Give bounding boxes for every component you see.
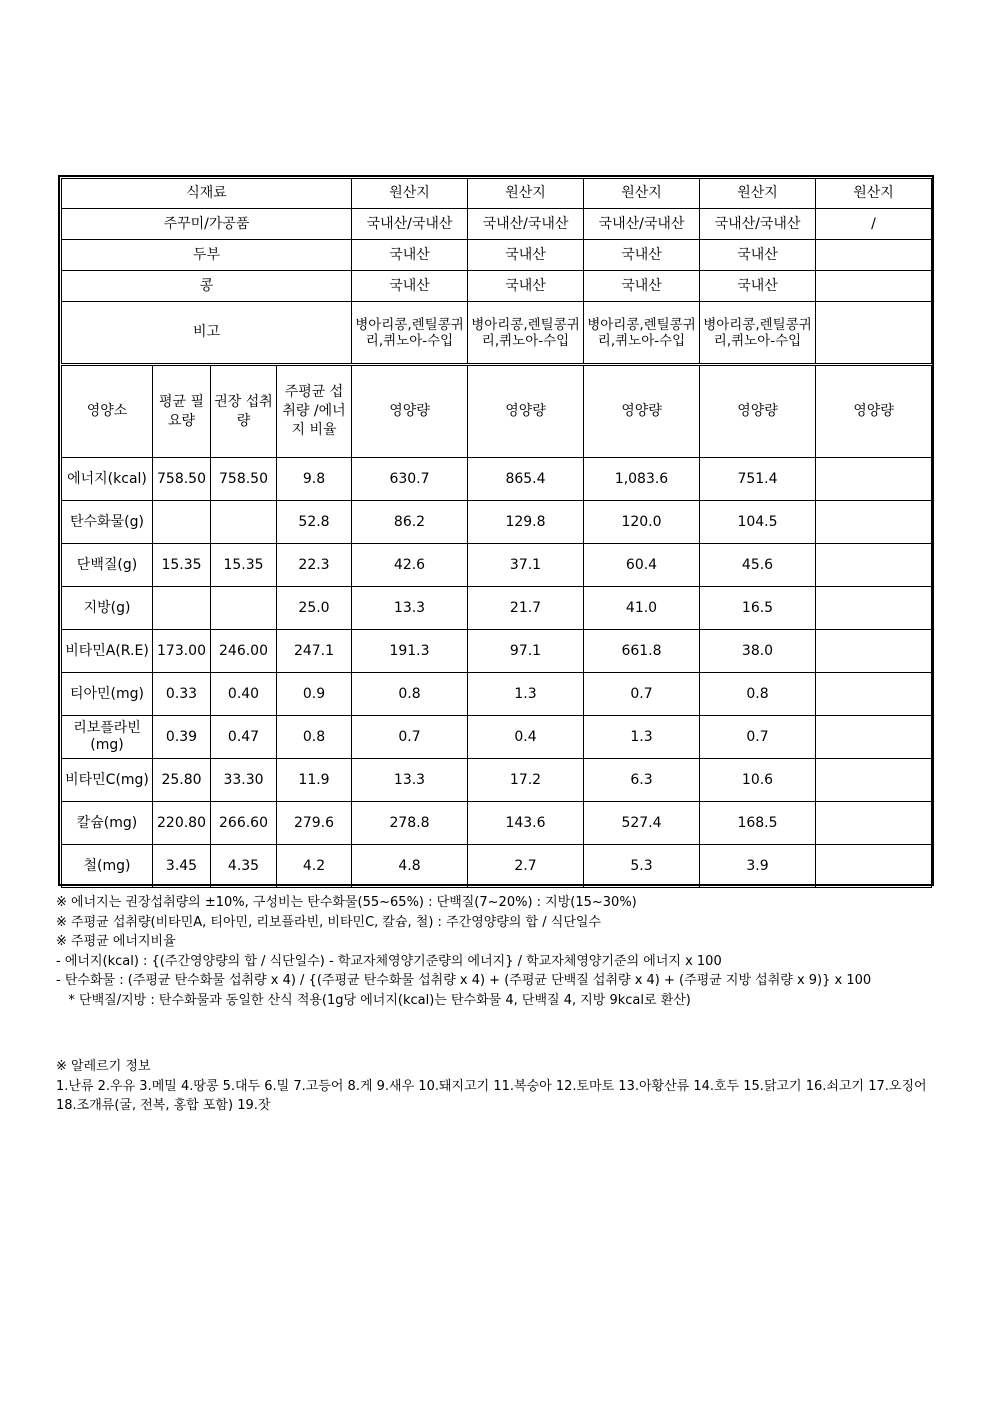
note-energy-ratio-title: ※ 주평균 에너지비율 — [56, 934, 176, 949]
table-cell: 15.35 — [153, 544, 211, 587]
origin-cell — [816, 240, 932, 271]
nutrient-name: 철(mg) — [62, 845, 153, 888]
table-cell — [816, 759, 932, 802]
table-cell: 5.3 — [584, 845, 700, 888]
table-cell: 527.4 — [584, 802, 700, 845]
allergy-info — [56, 1057, 941, 1116]
table-cell — [153, 587, 211, 630]
header-ingredient: 식재료 — [62, 179, 352, 209]
table-cell — [816, 673, 932, 716]
table-cell: 758.50 — [211, 458, 277, 501]
note-protein-fat: * 단백질/지방 : 탄수화물과 동일한 산식 적용(1g당 에너지(kcal)는 탄수화물 4, 단백질 4, 지방 9kcal로 환산) — [56, 992, 691, 1008]
origin-cell: 국내산 — [584, 271, 700, 302]
table-row — [62, 302, 932, 364]
table-row — [62, 179, 932, 209]
note-energy-formula: - 에너지(kcal) : {(주간영양량의 합 / 식단일수) - 학교자체영양기준량의 에너지} / 학교자체영양기준의 에너지 x 100 — [56, 953, 722, 969]
table-row — [62, 587, 932, 630]
table-row — [62, 209, 932, 240]
table-row — [62, 271, 932, 302]
table-cell: 0.8 — [700, 673, 816, 716]
table-cell: 0.9 — [277, 673, 352, 716]
table-cell: 191.3 — [352, 630, 468, 673]
table-cell: 104.5 — [700, 501, 816, 544]
header-weekly-average: 주평균 섭취량 /에너지 비율 — [277, 366, 352, 458]
table-row — [62, 458, 932, 501]
remarks-cell: 병아리콩,렌틸콩귀리,퀴노아-수입 — [584, 302, 700, 364]
table-cell: 42.6 — [352, 544, 468, 587]
nutrient-name: 단백질(g) — [62, 544, 153, 587]
remarks-cell: 병아리콩,렌틸콩귀리,퀴노아-수입 — [700, 302, 816, 364]
table-cell — [816, 716, 932, 759]
table-cell: 4.8 — [352, 845, 468, 888]
table-cell: 246.00 — [211, 630, 277, 673]
table-cell — [816, 630, 932, 673]
table-cell: 758.50 — [153, 458, 211, 501]
table-cell: 4.35 — [211, 845, 277, 888]
table-cell: 97.1 — [468, 630, 584, 673]
nutrient-name: 탄수화물(g) — [62, 501, 153, 544]
origin-cell: 국내산 — [700, 271, 816, 302]
remarks-cell — [816, 302, 932, 364]
table-cell: 0.7 — [352, 716, 468, 759]
table-row — [62, 240, 932, 271]
table-cell: 9.8 — [277, 458, 352, 501]
table-cell: 3.45 — [153, 845, 211, 888]
origin-table — [61, 178, 932, 364]
table-cell: 173.00 — [153, 630, 211, 673]
remarks-cell: 병아리콩,렌틸콩귀리,퀴노아-수입 — [468, 302, 584, 364]
origin-cell: 국내산 — [700, 240, 816, 271]
header-origin: 원산지 — [352, 179, 468, 209]
header-origin: 원산지 — [816, 179, 932, 209]
table-row — [62, 802, 932, 845]
table-cell — [816, 587, 932, 630]
table-cell: 279.6 — [277, 802, 352, 845]
table-cell: 37.1 — [468, 544, 584, 587]
table-cell: 86.2 — [352, 501, 468, 544]
header-nutrition-amount: 영양량 — [584, 366, 700, 458]
table-cell: 751.4 — [700, 458, 816, 501]
table-cell: 0.33 — [153, 673, 211, 716]
table-cell — [816, 458, 932, 501]
origin-cell: 국내산 — [352, 271, 468, 302]
origin-cell: 국내산 — [352, 240, 468, 271]
header-nutrition-amount: 영양량 — [352, 366, 468, 458]
header-average-requirement: 평균 필요량 — [153, 366, 211, 458]
table-cell: 4.2 — [277, 845, 352, 888]
table-cell: 33.30 — [211, 759, 277, 802]
nutrition-table — [61, 365, 932, 888]
table-cell: 630.7 — [352, 458, 468, 501]
table-cell: 0.8 — [277, 716, 352, 759]
table-cell: 60.4 — [584, 544, 700, 587]
table-cell: 143.6 — [468, 802, 584, 845]
table-cell — [816, 802, 932, 845]
table-row — [62, 845, 932, 888]
table-cell: 38.0 — [700, 630, 816, 673]
origin-cell: 국내산 — [584, 240, 700, 271]
table-cell: 52.8 — [277, 501, 352, 544]
header-origin: 원산지 — [700, 179, 816, 209]
table-cell: 10.6 — [700, 759, 816, 802]
table-cell: 661.8 — [584, 630, 700, 673]
header-origin: 원산지 — [584, 179, 700, 209]
table-cell — [211, 587, 277, 630]
allergy-list: 1.난류 2.우유 3.메밀 4.땅콩 5.대두 6.밀 7.고등어 8.게 9.새우 10.돼지고기 11.복숭아 12.토마토 13.아황산류 14.호두 15.닭고기 16.쇠고기 17.오징어 18.조개류(굴, 전복, 홍합 포함) 19.잣 — [56, 1078, 927, 1113]
table-cell: 2.7 — [468, 845, 584, 888]
table-cell: 278.8 — [352, 802, 468, 845]
table-cell: 3.9 — [700, 845, 816, 888]
notes — [56, 893, 941, 1010]
nutrient-name: 리보플라빈(mg) — [62, 716, 153, 759]
table-cell: 0.40 — [211, 673, 277, 716]
header-nutrient: 영양소 — [62, 366, 153, 458]
table-row — [62, 673, 932, 716]
table-cell: 6.3 — [584, 759, 700, 802]
table-cell — [816, 501, 932, 544]
remarks-cell: 병아리콩,렌틸콩귀리,퀴노아-수입 — [352, 302, 468, 364]
origin-cell: / — [816, 209, 932, 240]
table-cell: 11.9 — [277, 759, 352, 802]
ingredient-name: 콩 — [62, 271, 352, 302]
header-recommended-intake: 권장 섭취량 — [211, 366, 277, 458]
table-cell: 41.0 — [584, 587, 700, 630]
table-row — [62, 630, 932, 673]
origin-cell: 국내산/국내산 — [584, 209, 700, 240]
remarks-label: 비고 — [62, 302, 352, 364]
origin-cell: 국내산/국내산 — [352, 209, 468, 240]
table-cell: 129.8 — [468, 501, 584, 544]
table-row — [62, 501, 932, 544]
header-nutrition-amount: 영양량 — [816, 366, 932, 458]
table-cell: 0.47 — [211, 716, 277, 759]
table-cell: 25.80 — [153, 759, 211, 802]
header-origin: 원산지 — [468, 179, 584, 209]
table-cell — [816, 845, 932, 888]
table-cell: 1.3 — [584, 716, 700, 759]
table-cell: 220.80 — [153, 802, 211, 845]
table-cell: 247.1 — [277, 630, 352, 673]
table-cell: 45.6 — [700, 544, 816, 587]
ingredient-name: 두부 — [62, 240, 352, 271]
origin-cell — [816, 271, 932, 302]
table-cell: 168.5 — [700, 802, 816, 845]
table-cell: 13.3 — [352, 587, 468, 630]
table-row — [62, 759, 932, 802]
nutrient-name: 티아민(mg) — [62, 673, 153, 716]
table-cell: 13.3 — [352, 759, 468, 802]
table-cell: 1,083.6 — [584, 458, 700, 501]
origin-cell: 국내산/국내산 — [468, 209, 584, 240]
note-weekly-average: ※ 주평균 섭취량(비타민A, 티아민, 리보플라빈, 비타민C, 칼슘, 철) : 주간영양량의 합 / 식단일수 — [56, 914, 601, 930]
nutrient-name: 칼슘(mg) — [62, 802, 153, 845]
table-cell: 865.4 — [468, 458, 584, 501]
table-cell: 1.3 — [468, 673, 584, 716]
table-cell: 25.0 — [277, 587, 352, 630]
table-row — [62, 716, 932, 759]
header-nutrition-amount: 영양량 — [700, 366, 816, 458]
note-energy-ratio: ※ 에너지는 권장섭취량의 ±10%, 구성비는 탄수화물(55~65%) : 단백질(7~20%) : 지방(15~30%) — [56, 895, 637, 910]
origin-cell: 국내산/국내산 — [700, 209, 816, 240]
table-cell: 266.60 — [211, 802, 277, 845]
nutrient-name: 에너지(kcal) — [62, 458, 153, 501]
table-cell: 16.5 — [700, 587, 816, 630]
header-nutrition-amount: 영양량 — [468, 366, 584, 458]
table-cell: 17.2 — [468, 759, 584, 802]
origin-cell: 국내산 — [468, 271, 584, 302]
nutrient-name: 비타민C(mg) — [62, 759, 153, 802]
table-cell: 0.8 — [352, 673, 468, 716]
table-cell: 0.4 — [468, 716, 584, 759]
table-cell: 120.0 — [584, 501, 700, 544]
nutrient-name: 비타민A(R.E) — [62, 630, 153, 673]
table-row — [62, 366, 932, 458]
allergy-title: ※ 알레르기 정보 — [56, 1059, 151, 1074]
table-cell: 22.3 — [277, 544, 352, 587]
nutrient-name: 지방(g) — [62, 587, 153, 630]
table-row — [62, 544, 932, 587]
table-cell: 0.39 — [153, 716, 211, 759]
ingredient-name: 주꾸미/가공품 — [62, 209, 352, 240]
table-cell: 21.7 — [468, 587, 584, 630]
origin-cell: 국내산 — [468, 240, 584, 271]
table-cell: 0.7 — [700, 716, 816, 759]
table-cell — [153, 501, 211, 544]
table-cell — [211, 501, 277, 544]
table-cell — [816, 544, 932, 587]
table-cell: 0.7 — [584, 673, 700, 716]
note-carbohydrate-formula: - 탄수화물 : (주평균 탄수화물 섭취량 x 4) / {(주평균 탄수화물 섭취량 x 4) + (주평균 단백질 섭취량 x 4) + (주평균 지방 섭취량 x 9)} x 100 — [56, 973, 872, 988]
table-cell: 15.35 — [211, 544, 277, 587]
